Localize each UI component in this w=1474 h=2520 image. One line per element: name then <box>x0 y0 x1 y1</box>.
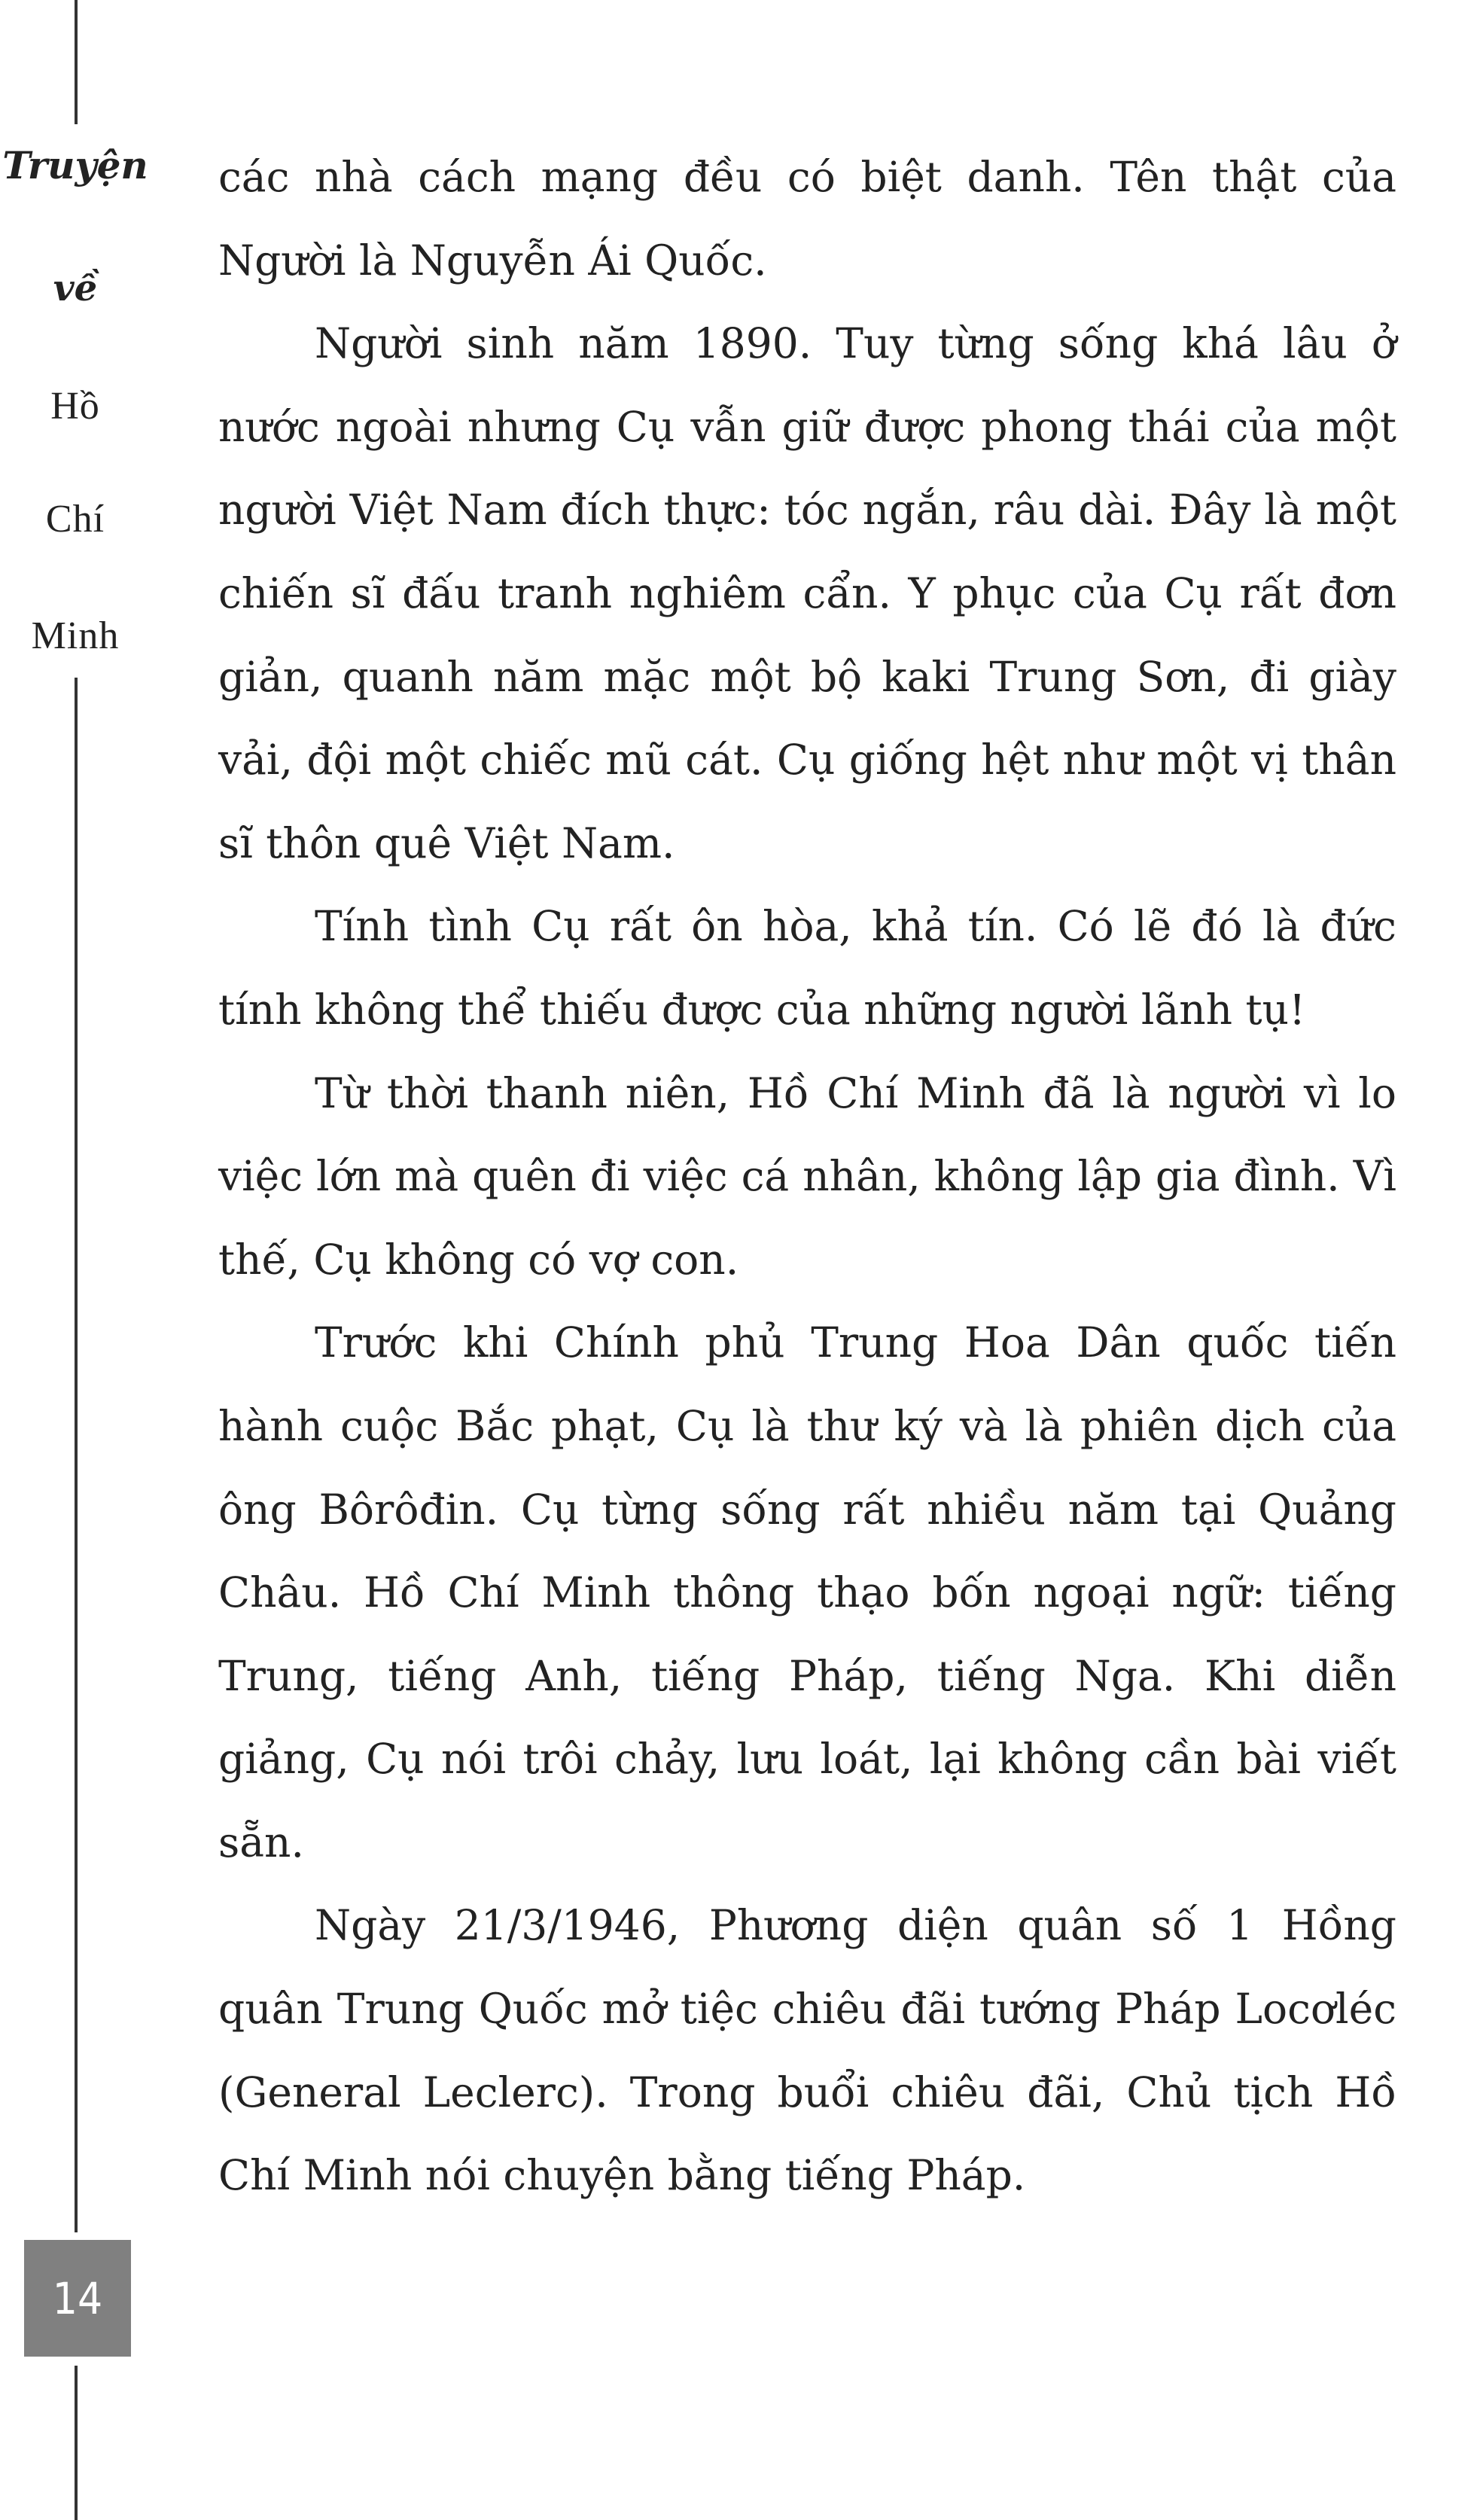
sidebar-title-word-chi: Chí <box>45 498 105 541</box>
page-number: 14 <box>52 2272 103 2324</box>
sidebar-title-word-ve: về <box>53 267 98 309</box>
paragraph-1: các nhà cách mạng đều có biệt danh. Tên thật của Người là Nguyễn Ái Quốc. <box>218 153 1396 285</box>
sidebar-title-word-truyen: Truyện <box>2 143 148 187</box>
page-number-badge <box>24 2240 131 2357</box>
sidebar-rule-middle <box>75 678 78 2232</box>
sidebar-rule-bottom <box>75 2366 78 2520</box>
paragraph-5: Trước khi Chính phủ Trung Hoa Dân quốc tiến hành cuộc Bắc phạt, Cụ là thư ký và là phiên dịch của ông Bôrôđin. Cụ từng sống rất nhiều năm tại Quảng Châu. Hồ Chí Minh thông thạo bốn ngoại ngữ: tiếng Trung, tiếng Anh, tiếng Pháp, tiếng Nga. Khi diễn giảng, Cụ nói trôi chảy, lưu loát, lại không cần bài viết sẵn. <box>218 1318 1396 1866</box>
paragraph-6: Ngày 21/3/1946, Phương diện quân số 1 Hồng quân Trung Quốc mở tiệc chiêu đãi tướng Pháp Locơléc (General Leclerc). Trong buổi chiêu đãi, Chủ tịch Hồ Chí Minh nói chuyện bằng tiếng Pháp. <box>218 1901 1396 2200</box>
sidebar-title-word-ho: Hồ <box>50 385 100 428</box>
sidebar-title-word-minh: Minh <box>31 614 120 657</box>
body-text <box>218 136 1396 2217</box>
paragraph-2: Người sinh năm 1890. Tuy từng sống khá lâu ở nước ngoài nhưng Cụ vẫn giữ được phong thái của một người Việt Nam đích thực: tóc ngắn, râu dài. Đây là một chiến sĩ đấu tranh nghiêm cẩn. Y phục của Cụ rất đơn giản, quanh năm mặc một bộ kaki Trung Sơn, đi giày vải, đội một chiếc mũ cát. Cụ giống hệt như một vị thân sĩ thôn quê Việt Nam. <box>218 319 1396 867</box>
paragraph-3: Tính tình Cụ rất ôn hòa, khả tín. Có lẽ đó là đức tính không thể thiếu được của những người lãnh tụ! <box>218 902 1396 1034</box>
sidebar-rule-top <box>75 0 78 124</box>
paragraph-4: Từ thời thanh niên, Hồ Chí Minh đã là người vì lo việc lớn mà quên đi việc cá nhân, không lập gia đình. Vì thế, Cụ không có vợ con. <box>218 1068 1396 1284</box>
